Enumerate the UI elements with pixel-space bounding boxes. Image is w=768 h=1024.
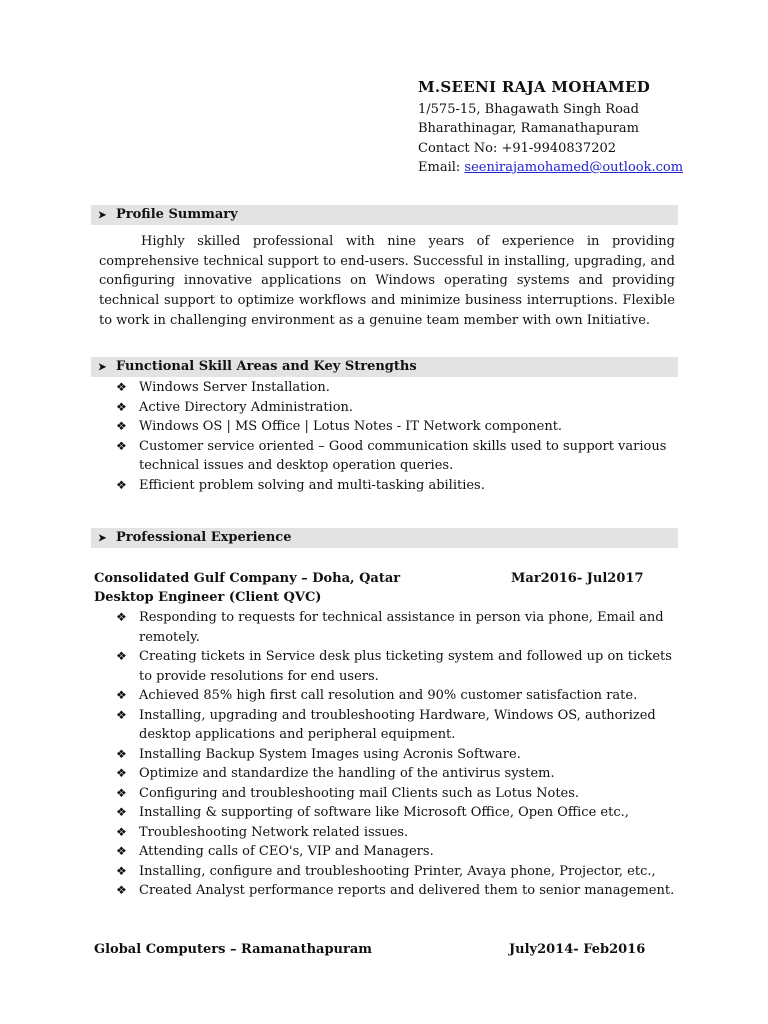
bullet-icon: ❖ xyxy=(116,380,127,394)
bullet-icon: ❖ xyxy=(116,844,127,858)
bullet-icon: ❖ xyxy=(116,707,127,722)
address-line-1: 1/575-15, Bhagawath Singh Road xyxy=(418,101,639,117)
list-item: ❖ Installing, configure and troubleshooting Printer, Avaya phone, Projector, etc., xyxy=(116,862,675,882)
section-title: Functional Skill Areas and Key Strengths xyxy=(116,359,417,374)
bullet-icon: ❖ xyxy=(116,477,127,492)
bullet-icon: ❖ xyxy=(116,419,127,433)
job-role: Desktop Engineer (Client QVC) xyxy=(94,590,322,605)
bullet-icon: ❖ xyxy=(116,746,127,761)
arrow-icon: ➤ xyxy=(98,362,107,373)
job-header xyxy=(94,569,654,588)
email-link[interactable]: seenirajamohamed@outlook.com xyxy=(464,160,684,175)
bullet-icon: ❖ xyxy=(116,649,127,663)
list-item: ❖ Customer service oriented – Good communication skills used to support various technical issues and desktop operation queries. xyxy=(116,438,667,473)
list-item: ❖ Responding to requests for technical assistance in person via phone, Email and remotely. xyxy=(116,610,664,645)
contact-number: Contact No: +91-9940837202 xyxy=(418,140,617,156)
company-name: Consolidated Gulf Company – Doha, Qatar xyxy=(94,571,401,586)
bullet-icon: ❖ xyxy=(116,688,127,702)
email-line xyxy=(418,158,683,178)
email-label: Email: xyxy=(418,160,465,175)
resume-header xyxy=(418,78,683,178)
section-experience xyxy=(91,528,678,548)
candidate-name: M.SEENI RAJA MOHAMED xyxy=(418,78,651,96)
bullet-icon: ❖ xyxy=(116,805,127,819)
list-item: ❖ Windows Server Installation. xyxy=(116,378,668,398)
section-title: Profile Summary xyxy=(116,207,238,222)
arrow-icon: ➤ xyxy=(98,210,107,221)
bullet-icon: ❖ xyxy=(116,883,127,897)
bullet-icon: ❖ xyxy=(116,863,127,878)
list-item: ❖ Optimize and standardize the handling of the antivirus system. xyxy=(116,764,675,784)
job-header xyxy=(94,940,654,959)
list-item: ❖ Windows OS | MS Office | Lotus Notes - IT Network component. xyxy=(116,417,668,437)
list-item: ❖ Active Directory Administration. xyxy=(116,398,668,418)
job-dates: Mar2016- Jul2017 xyxy=(511,571,644,586)
list-item: ❖ Creating tickets in Service desk plus ticketing system and followed up on tickets to provide resolutions for end users. xyxy=(116,649,672,684)
section-title: Professional Experience xyxy=(116,530,292,545)
list-item: ❖ Efficient problem solving and multi-tasking abilities. xyxy=(116,476,668,496)
section-profile-summary xyxy=(91,205,678,225)
profile-summary-text: Highly skilled professional with nine years of experience in providing comprehensive technical support to end-users. Successful in installing, upgrading, and configuring innovative applications on Windows operating systems and providing technical support to optimize workflows and minimize business interruptions. Flexible to work in challenging environment as a genuine team member with own Initiative. xyxy=(99,234,675,328)
list-item: ❖ Installing, upgrading and troubleshooting Hardware, Windows OS, authorized desktop applications and peripheral equipment. xyxy=(116,707,656,742)
bullet-icon: ❖ xyxy=(116,399,127,414)
list-item: ❖ Achieved 85% high first call resolution and 90% customer satisfaction rate. xyxy=(116,686,675,706)
bullet-icon: ❖ xyxy=(116,610,127,624)
section-skills xyxy=(91,357,678,377)
list-item: ❖ Installing Backup System Images using Acronis Software. xyxy=(116,745,675,765)
company-name: Global Computers – Ramanathapuram xyxy=(94,942,373,957)
bullet-icon: ❖ xyxy=(116,824,127,839)
bullet-icon: ❖ xyxy=(116,785,127,800)
bullet-icon: ❖ xyxy=(116,766,127,780)
list-item: ❖ Troubleshooting Network related issues. xyxy=(116,823,675,843)
arrow-icon: ➤ xyxy=(98,533,107,544)
list-item: ❖ Attending calls of CEO's, VIP and Managers. xyxy=(116,842,675,862)
list-item: ❖ Installing & supporting of software like Microsoft Office, Open Office etc., xyxy=(116,803,675,823)
duties-list xyxy=(116,608,675,901)
job-dates: July2014- Feb2016 xyxy=(509,942,646,957)
address-line-2: Bharathinagar, Ramanathapuram xyxy=(418,121,640,136)
list-item: ❖ Configuring and troubleshooting mail Clients such as Lotus Notes. xyxy=(116,784,675,804)
bullet-icon: ❖ xyxy=(116,438,127,453)
list-item: ❖ Created Analyst performance reports and delivered them to senior management. xyxy=(116,881,675,901)
skills-list xyxy=(116,378,668,495)
